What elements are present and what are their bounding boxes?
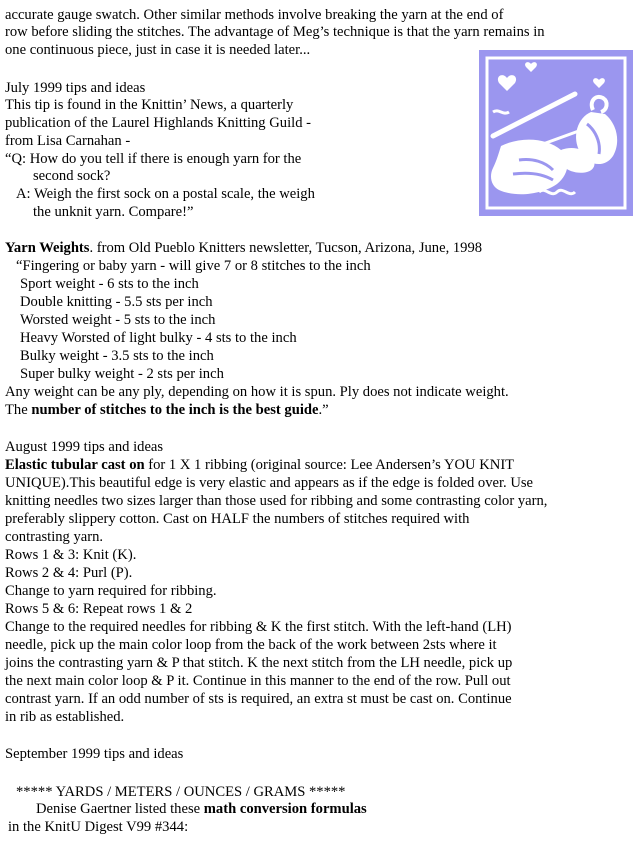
text-line bbox=[5, 439, 163, 456]
text-span: needle, pick up the main color loop from the back of the work between 2sts where it bbox=[5, 637, 497, 653]
text-span: publication of the Laurel Highlands Knitting Guild - bbox=[5, 115, 312, 131]
text-span: Change to the required needles for ribbing & K the first stitch. With the left-hand (LH) bbox=[5, 619, 512, 635]
text-line bbox=[20, 330, 297, 347]
text-span: A: Weigh the first sock on a postal scale, the weigh bbox=[16, 186, 315, 202]
text-span: “Q: How do you tell if there is enough yarn for the bbox=[5, 151, 302, 167]
text-line bbox=[5, 565, 132, 582]
bold-text: Yarn Weights bbox=[5, 240, 90, 256]
text-span: knitting needles two sizes larger than those used for ribbing and some contrasting color yarn, bbox=[5, 493, 548, 509]
text-line bbox=[20, 366, 224, 383]
text-span: August 1999 tips and ideas bbox=[5, 439, 164, 455]
text-span: joins the contrasting yarn & P that stitch. K the next stitch from the LH needle, pick up bbox=[5, 655, 513, 671]
text-span: the next main color loop & P it. Continue in this manner to the end of the row. Pull out bbox=[5, 673, 511, 689]
text-line bbox=[5, 115, 311, 132]
bold-text: number of stitches to the inch is the best guide bbox=[31, 402, 319, 418]
text-line bbox=[5, 384, 509, 401]
text-span: contrast yarn. If an odd number of sts is required, an extra st must be cast on. Continue bbox=[5, 691, 512, 707]
text-line bbox=[5, 637, 497, 654]
text-line bbox=[5, 691, 512, 708]
text-span: Rows 5 & 6: Repeat rows 1 & 2 bbox=[5, 601, 193, 617]
text-line bbox=[5, 7, 503, 24]
text-line bbox=[5, 80, 145, 97]
text-line bbox=[16, 258, 371, 275]
text-line bbox=[8, 819, 188, 836]
text-line bbox=[16, 186, 315, 203]
text-span: The bbox=[5, 402, 32, 418]
text-span: Denise Gaertner listed these bbox=[36, 801, 204, 817]
text-line bbox=[5, 673, 511, 690]
text-span: This tip is found in the Knittin’ News, a quarterly bbox=[5, 97, 294, 113]
text-span: Rows 2 & 4: Purl (P). bbox=[5, 565, 133, 581]
text-line bbox=[5, 42, 310, 59]
text-span: Rows 1 & 3: Knit (K). bbox=[5, 547, 137, 563]
text-line bbox=[5, 655, 512, 672]
text-line bbox=[5, 511, 469, 528]
text-line bbox=[5, 24, 545, 41]
text-line bbox=[33, 168, 110, 185]
text-span: ***** YARDS / METERS / OUNCES / GRAMS ***** bbox=[16, 784, 346, 800]
text-line bbox=[5, 151, 301, 168]
text-span: the unknit yarn. Compare!” bbox=[33, 204, 194, 220]
text-span: September 1999 tips and ideas bbox=[5, 746, 184, 762]
text-span: Double knitting - 5.5 sts per inch bbox=[20, 294, 213, 310]
text-line bbox=[5, 583, 217, 600]
text-line bbox=[5, 709, 124, 726]
text-span: UNIQUE).This beautiful edge is very elastic and appears as if the edge is folded over. Use bbox=[5, 475, 534, 491]
bold-text: Elastic tubular cast on bbox=[5, 457, 145, 473]
text-line bbox=[33, 204, 193, 221]
knitting-hands-illustration bbox=[479, 50, 633, 216]
text-span: .” bbox=[318, 402, 329, 418]
text-line bbox=[36, 801, 367, 818]
text-line bbox=[20, 348, 214, 365]
text-span: one continuous piece, just in case it is needed later... bbox=[5, 42, 311, 58]
text-span: second sock? bbox=[33, 168, 111, 184]
text-span: row before sliding the stitches. The advantage of Meg’s technique is that the yarn remains in bbox=[5, 24, 545, 40]
text-line bbox=[5, 746, 183, 763]
text-line bbox=[5, 619, 512, 636]
text-span: in rib as established. bbox=[5, 709, 125, 725]
text-line bbox=[5, 402, 329, 419]
text-span: for 1 X 1 ribbing (original source: Lee Andersen’s YOU KNIT bbox=[144, 457, 515, 473]
text-line bbox=[5, 547, 136, 564]
text-span: July 1999 tips and ideas bbox=[5, 80, 146, 96]
text-span: Worsted weight - 5 sts to the inch bbox=[20, 312, 216, 328]
text-line bbox=[5, 493, 547, 510]
text-line bbox=[5, 529, 103, 546]
text-span: Any weight can be any ply, depending on how it is spun. Ply does not indicate weight. bbox=[5, 384, 509, 400]
text-span: Heavy Worsted of light bulky - 4 sts to the inch bbox=[20, 330, 297, 346]
text-line bbox=[20, 276, 199, 293]
text-line bbox=[5, 97, 293, 114]
text-span: accurate gauge swatch. Other similar methods involve breaking the yarn at the end of bbox=[5, 7, 504, 23]
text-span: preferably slippery cotton. Cast on HALF the numbers of stitches required with bbox=[5, 511, 470, 527]
text-line bbox=[20, 312, 215, 329]
bold-text: math conversion formulas bbox=[203, 801, 367, 817]
text-line bbox=[5, 133, 130, 150]
text-line bbox=[5, 240, 482, 257]
text-span: Change to yarn required for ribbing. bbox=[5, 583, 217, 599]
text-span: Super bulky weight - 2 sts per inch bbox=[20, 366, 224, 382]
text-line bbox=[16, 784, 345, 801]
text-span: in the KnitU Digest V99 #344: bbox=[8, 819, 189, 835]
text-span: . from Old Pueblo Knitters newsletter, Tucson, Arizona, June, 1998 bbox=[89, 240, 483, 256]
text-span: Bulky weight - 3.5 sts to the inch bbox=[20, 348, 214, 364]
text-line bbox=[5, 601, 192, 618]
text-line bbox=[5, 457, 514, 474]
text-span: Sport weight - 6 sts to the inch bbox=[20, 276, 199, 292]
text-line bbox=[20, 294, 213, 311]
text-span: from Lisa Carnahan - bbox=[5, 133, 131, 149]
text-line bbox=[5, 475, 533, 492]
text-span: “Fingering or baby yarn - will give 7 or 8 stitches to the inch bbox=[16, 258, 371, 274]
text-span: contrasting yarn. bbox=[5, 529, 104, 545]
